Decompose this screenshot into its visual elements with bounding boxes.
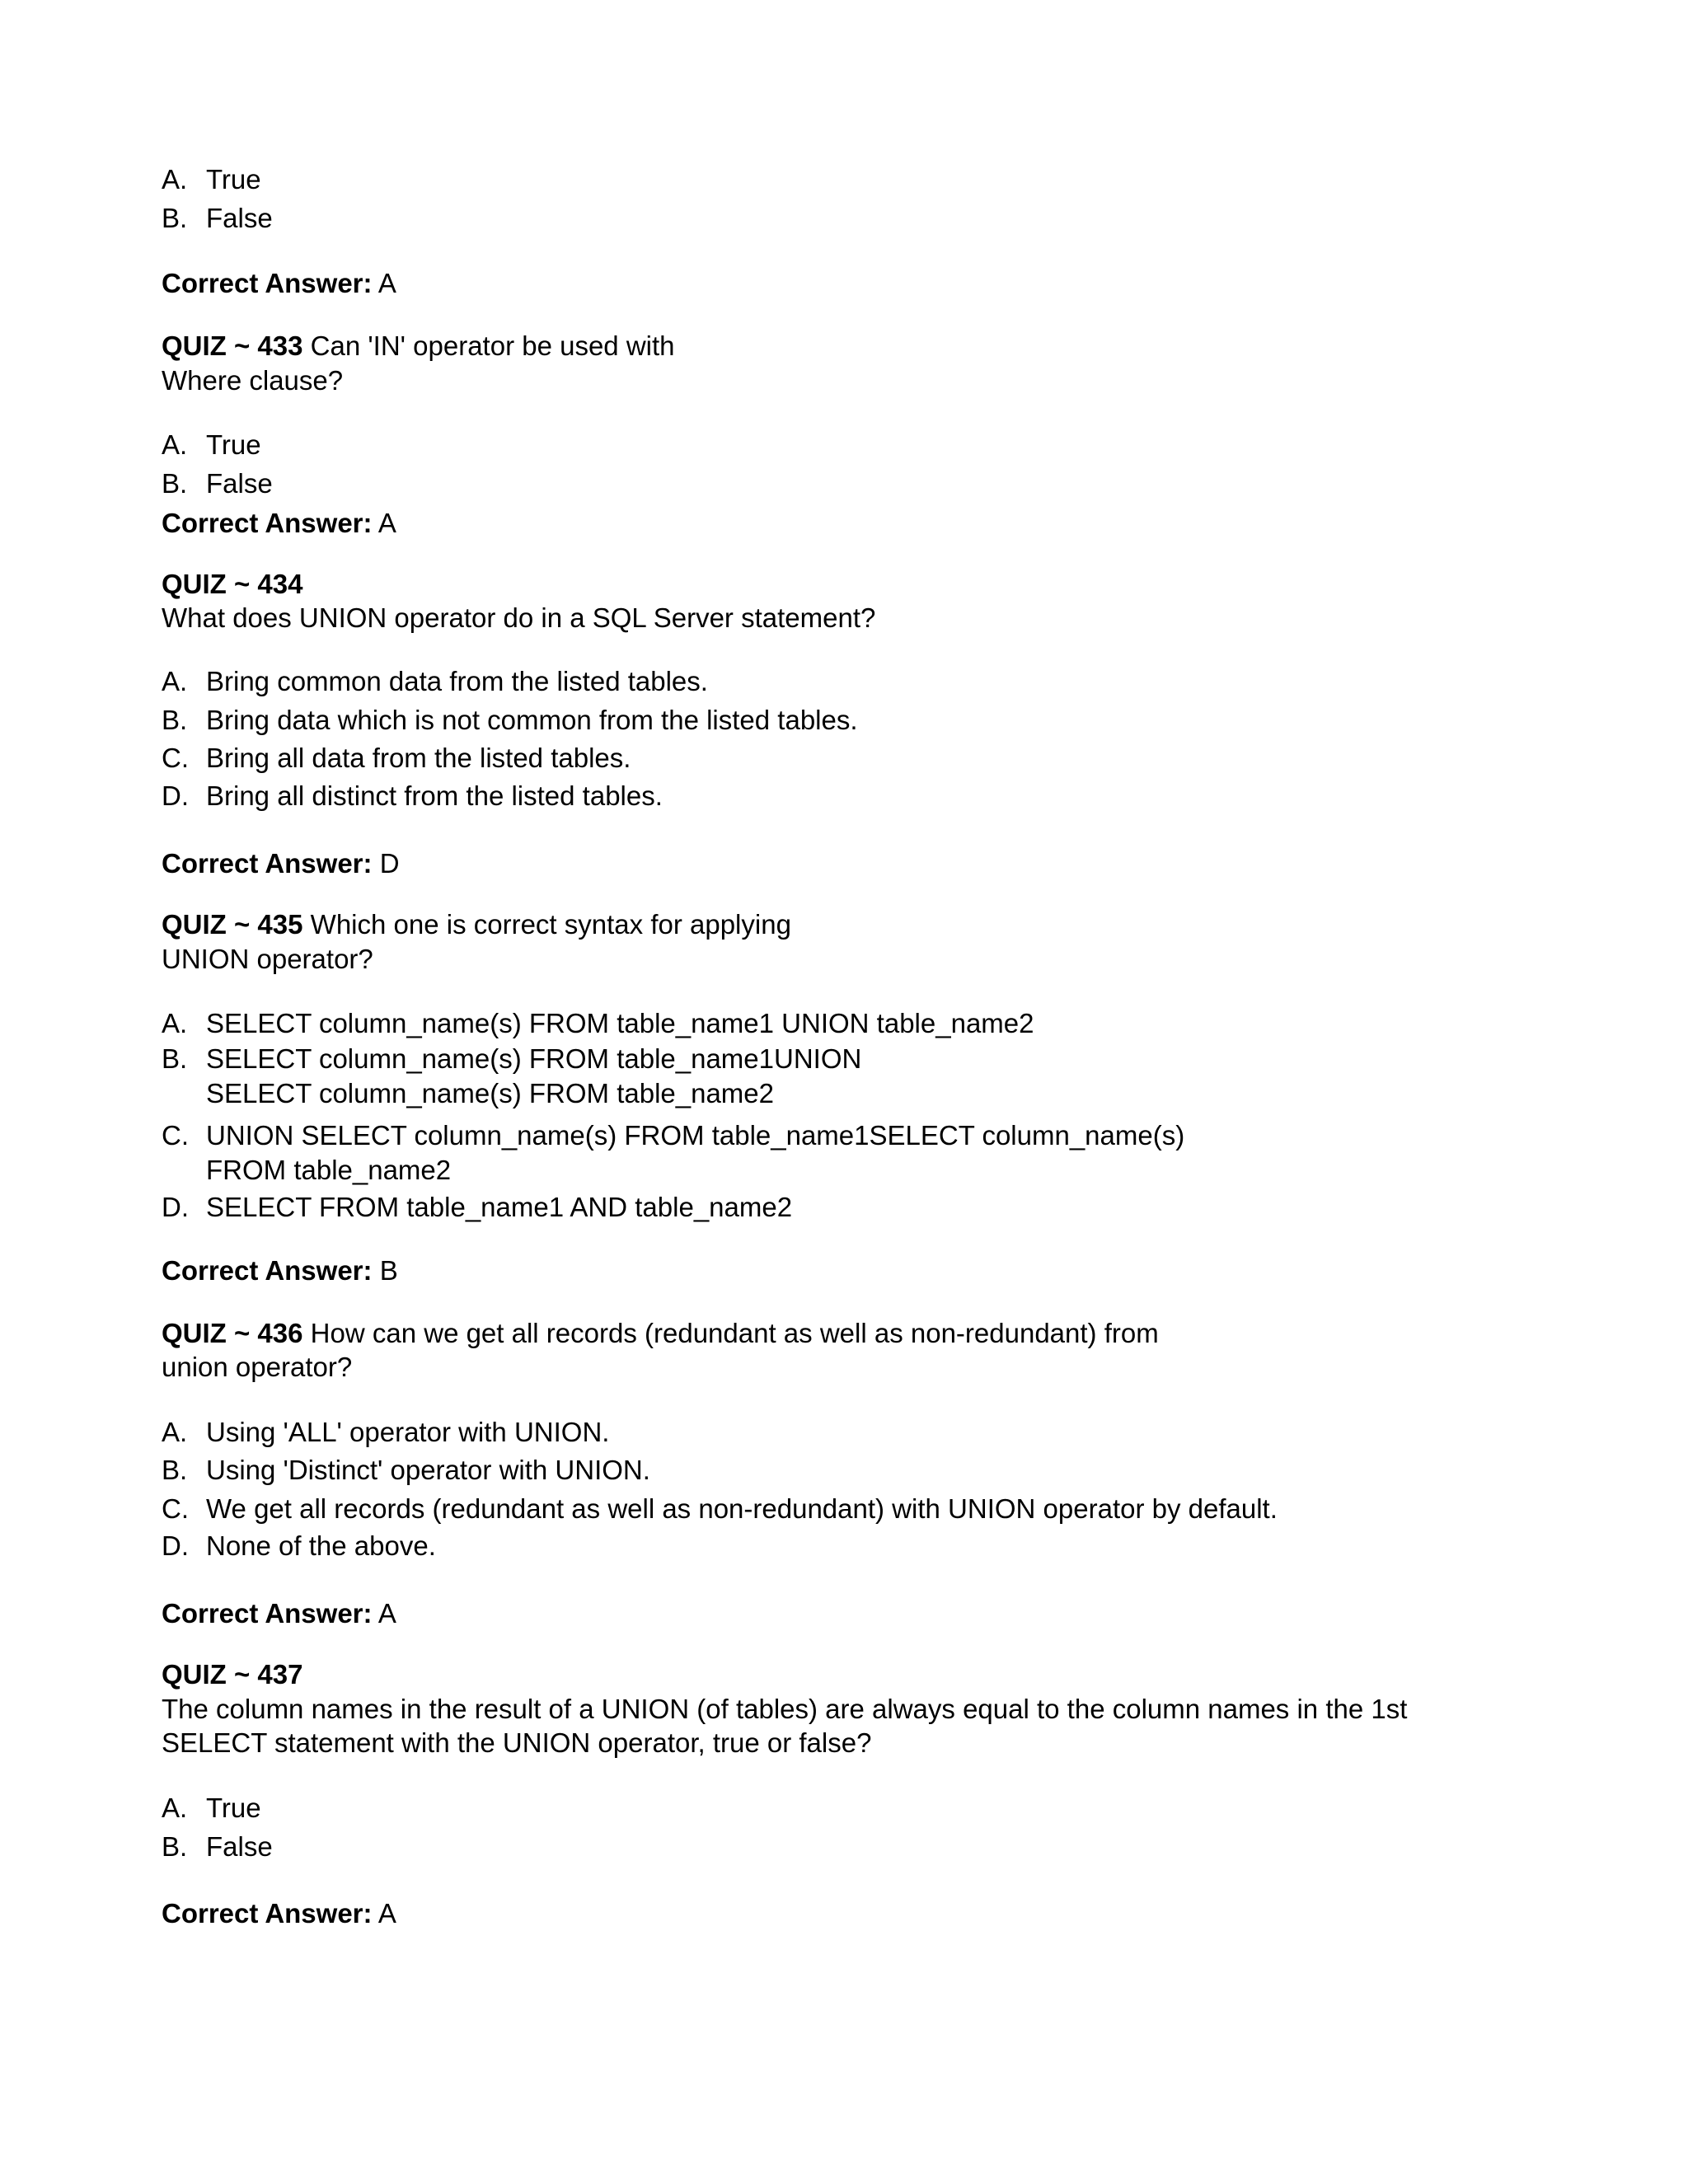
quiz-434-option-a: A. Bring common data from the listed tables. bbox=[162, 666, 708, 696]
quiz-433-question: QUIZ ~ 433 Can 'IN' operator be used with bbox=[162, 330, 675, 361]
quiz-433-correct-answer: Correct Answer: A bbox=[162, 508, 396, 538]
quiz-435-question-cont: UNION operator? bbox=[162, 944, 373, 974]
quiz-436-correct-answer: Correct Answer: A bbox=[162, 1598, 396, 1629]
quiz-437-question-cont: SELECT statement with the UNION operator, true or false? bbox=[162, 1727, 872, 1758]
quiz-434-question: What does UNION operator do in a SQL Server statement? bbox=[162, 602, 876, 633]
quiz-435-option-a: A. SELECT column_name(s) FROM table_name1 UNION table_name2 bbox=[162, 1008, 1034, 1038]
quiz-434-correct-answer: Correct Answer: D bbox=[162, 848, 400, 879]
quiz-434-option-c: C. Bring all data from the listed tables. bbox=[162, 743, 631, 773]
quiz-436-option-d: D. None of the above. bbox=[162, 1530, 436, 1561]
quiz-436-question: QUIZ ~ 436 How can we get all records (redundant as well as non-redundant) from bbox=[162, 1318, 1159, 1348]
quiz-437-option-b: B. False bbox=[162, 1831, 273, 1862]
quiz-435-option-b: B. SELECT column_name(s) FROM table_name1UNION SELECT column_name(s) FROM table_name2 bbox=[162, 1043, 862, 1108]
quiz-434-option-d: D. Bring all distinct from the listed tables. bbox=[162, 780, 663, 811]
quiz-436-option-a: A. Using 'ALL' operator with UNION. bbox=[162, 1417, 610, 1447]
quiz-434-label: QUIZ ~ 434 bbox=[162, 569, 303, 599]
quiz-437-question: The column names in the result of a UNION (of tables) are always equal to the column names in the 1st bbox=[162, 1694, 1408, 1724]
quiz-435-question: QUIZ ~ 435 Which one is correct syntax for applying bbox=[162, 909, 791, 940]
quiz-437-label: QUIZ ~ 437 bbox=[162, 1659, 303, 1690]
quiz-437-option-a: A. True bbox=[162, 1793, 261, 1823]
quiz-435-correct-answer: Correct Answer: B bbox=[162, 1255, 398, 1286]
quiz-433-option-a: A. True bbox=[162, 429, 261, 460]
quiz-434-option-b: B. Bring data which is not common from the listed tables. bbox=[162, 705, 858, 735]
quiz-436-option-b: B. Using 'Distinct' operator with UNION. bbox=[162, 1455, 650, 1485]
quiz-433-question-cont: Where clause? bbox=[162, 365, 344, 396]
correct-answer: Correct Answer: A bbox=[162, 268, 396, 298]
option-b: B. False bbox=[162, 203, 273, 233]
quiz-433-option-b: B. False bbox=[162, 468, 273, 499]
quiz-435-option-c: C. UNION SELECT column_name(s) FROM table_name1SELECT column_name(s) FROM table_name2 bbox=[162, 1120, 1185, 1185]
quiz-435-option-d: D. SELECT FROM table_name1 AND table_name2 bbox=[162, 1192, 793, 1222]
quiz-436-question-cont: union operator? bbox=[162, 1352, 353, 1382]
quiz-437-correct-answer: Correct Answer: A bbox=[162, 1898, 396, 1929]
option-a: A. True bbox=[162, 164, 261, 194]
quiz-436-option-c: C. We get all records (redundant as well as non-redundant) with UNION operator by default. bbox=[162, 1493, 1278, 1524]
